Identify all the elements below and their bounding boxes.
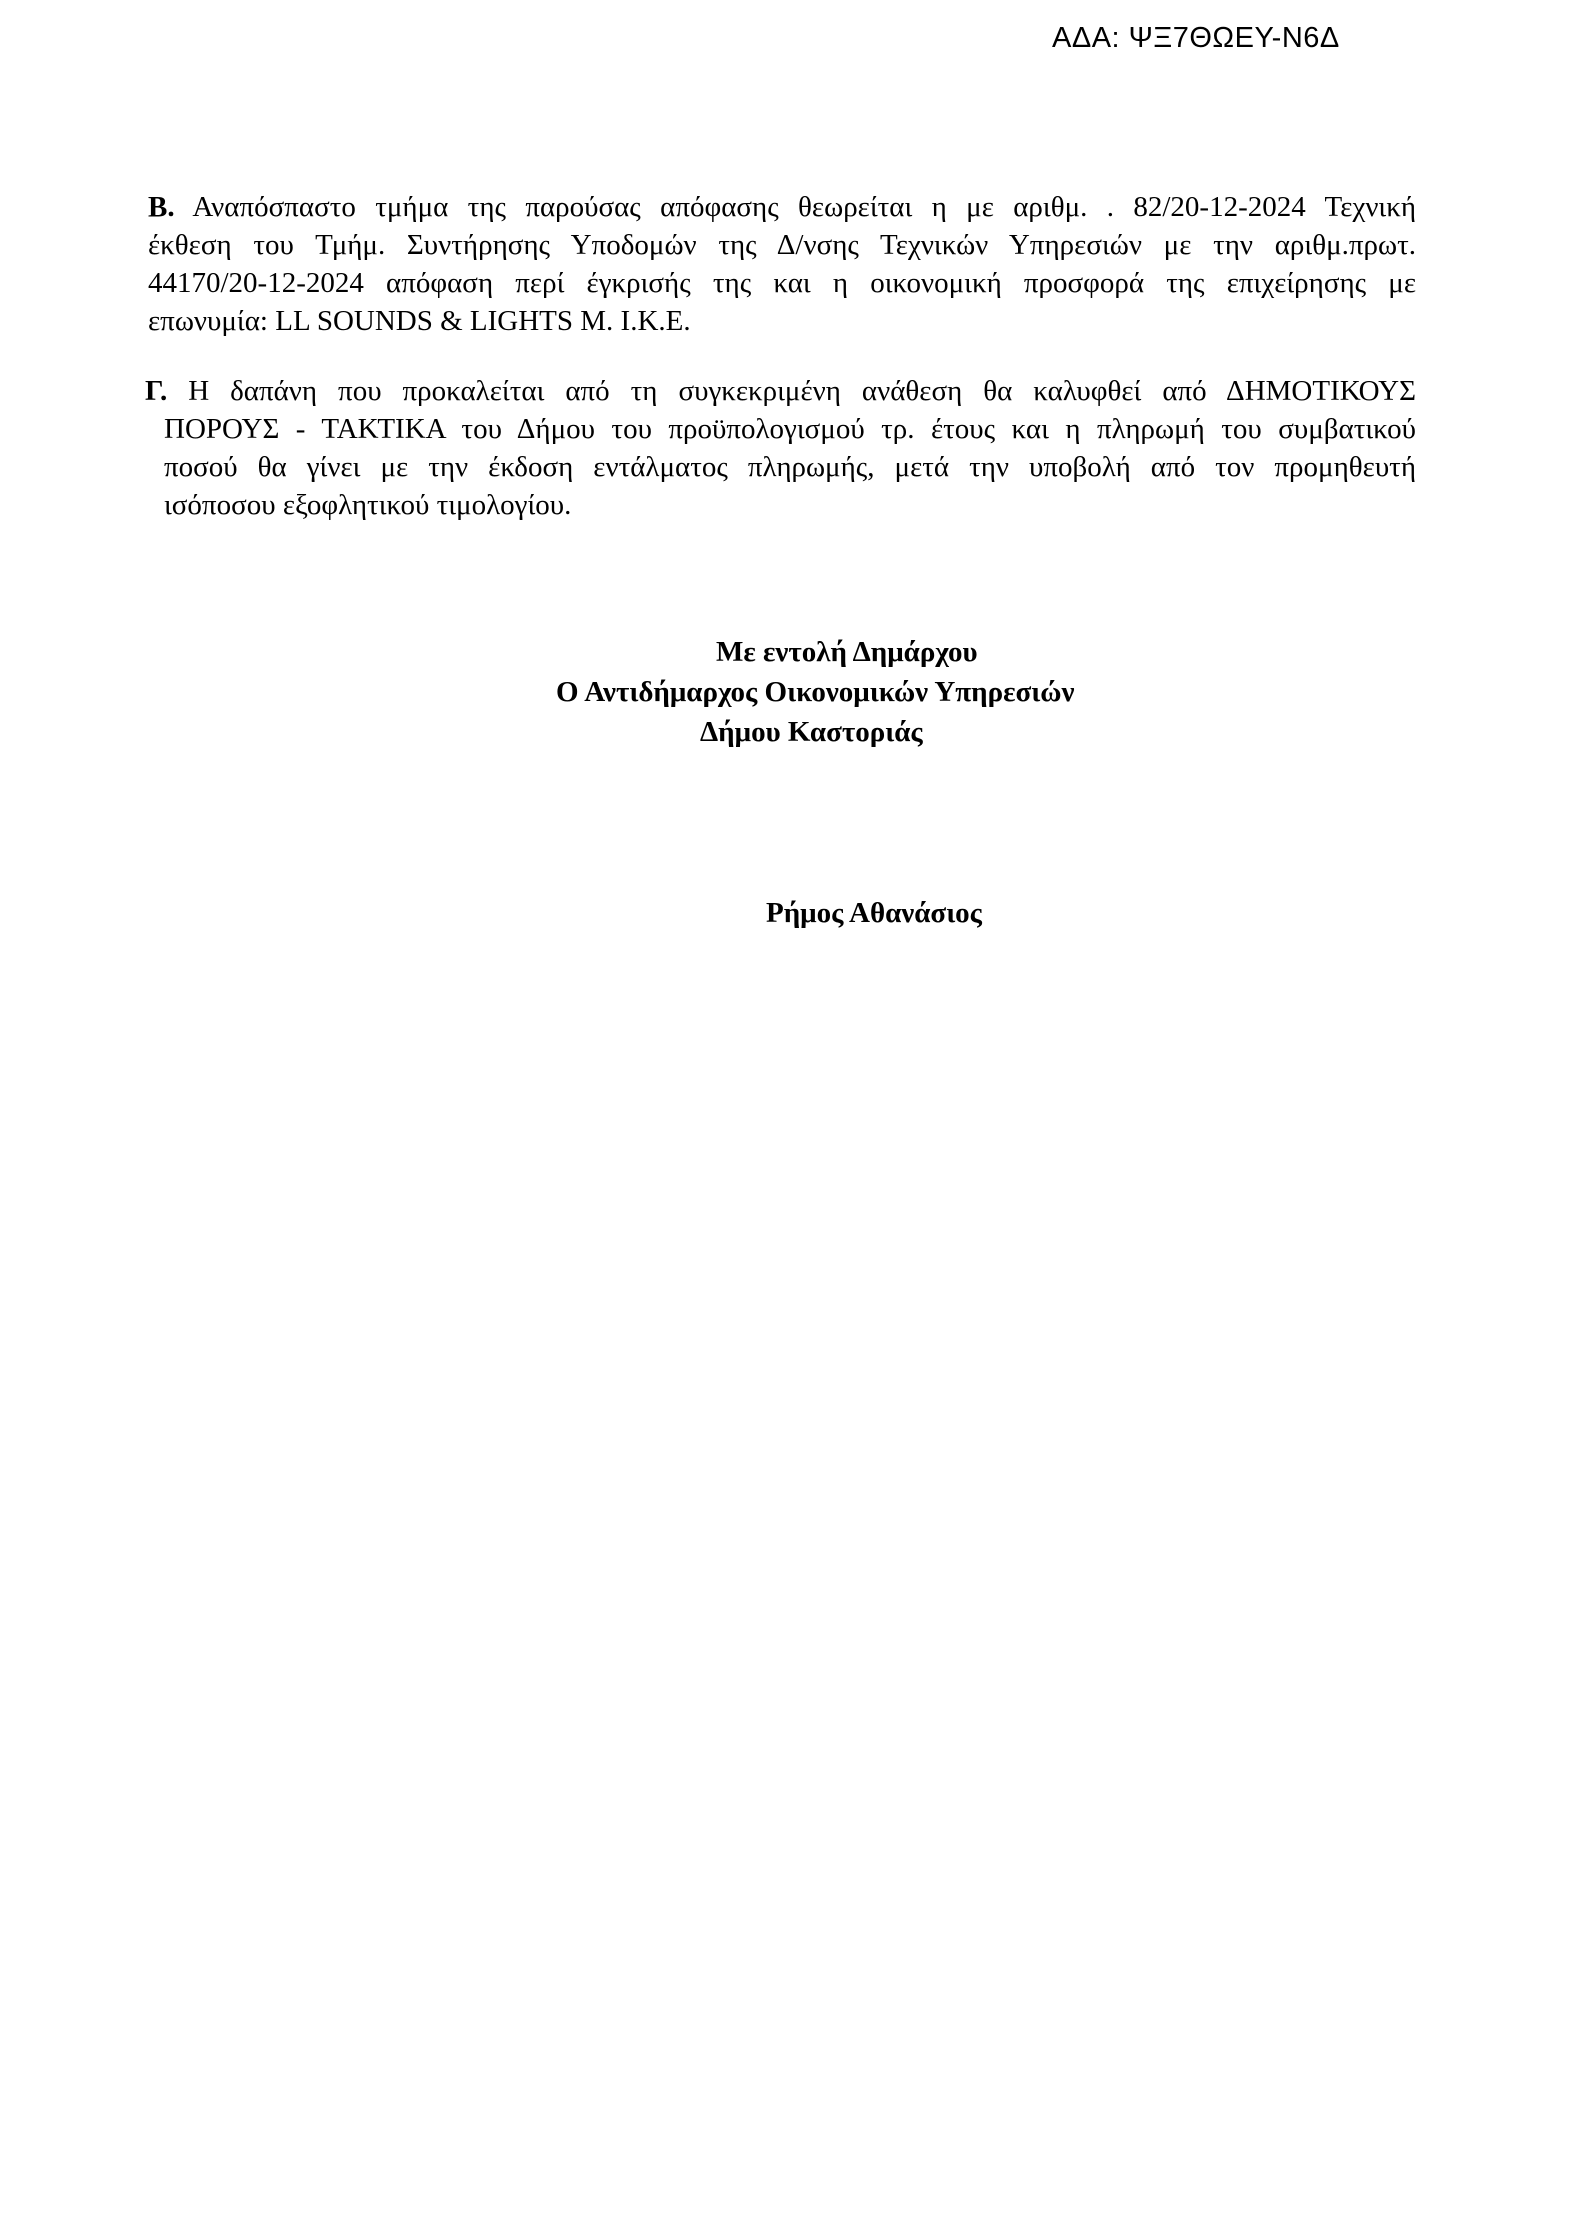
paragraph-b-line-3: 44170/20-12-2024 απόφαση περί έγκρισής της και η οικονομική προσφορά της επιχείρησης με [148,267,1416,299]
signature-name: Ρήμος Αθανάσιος [766,897,982,929]
signature-title: Ο Αντιδήμαρχος Οικονομικών Υπηρεσιών [556,676,1075,708]
ada-identifier: ΑΔΑ: ΨΞ7ΘΩΕΥ-Ν6Δ [1052,22,1340,54]
paragraph-b-line-2: έκθεση του Τμήμ. Συντήρησης Υποδομών της Δ/νσης Τεχνικών Υπηρεσιών με την αριθμ.πρωτ. [148,229,1416,261]
paragraph-g-label: Γ. [145,375,168,407]
signature-municipality: Δήμου Καστοριάς [700,716,923,748]
paragraph-b-line-1-text: Αναπόσπαστο τμήμα της παρούσας απόφασης θεωρείται η με αριθμ. . 82/20-12-2024 Τεχνική [192,191,1417,223]
signature-mandate: Με εντολή Δημάρχου [716,636,978,668]
paragraph-g-line-1 [145,372,1416,410]
paragraph-b-line-1 [148,188,1416,226]
paragraph-g-line-2: ΠΟΡΟΥΣ - ΤΑΚΤΙΚΑ του Δήμου του προϋπολογισμού τρ. έτους και η πληρωμή του συμβατικού [164,413,1416,445]
paragraph-b-line-4: επωνυμία: LL SOUNDS & LIGHTS M. I.K.E. [148,305,691,337]
paragraph-g-line-3: ποσού θα γίνει με την έκδοση εντάλματος πληρωμής, μετά την υποβολή από τον προμηθευτή [164,451,1416,483]
paragraph-b [148,188,1416,340]
paragraph-g-line-1-text: Η δαπάνη που προκαλείται από τη συγκεκριμένη ανάθεση θα καλυφθεί από ΔΗΜΟΤΙΚΟΥΣ [188,375,1417,407]
paragraph-b-label: Β. [148,191,175,223]
paragraph-g-line-4: ισόποσου εξοφλητικού τιμολογίου. [164,489,572,521]
paragraph-g [145,372,1416,524]
